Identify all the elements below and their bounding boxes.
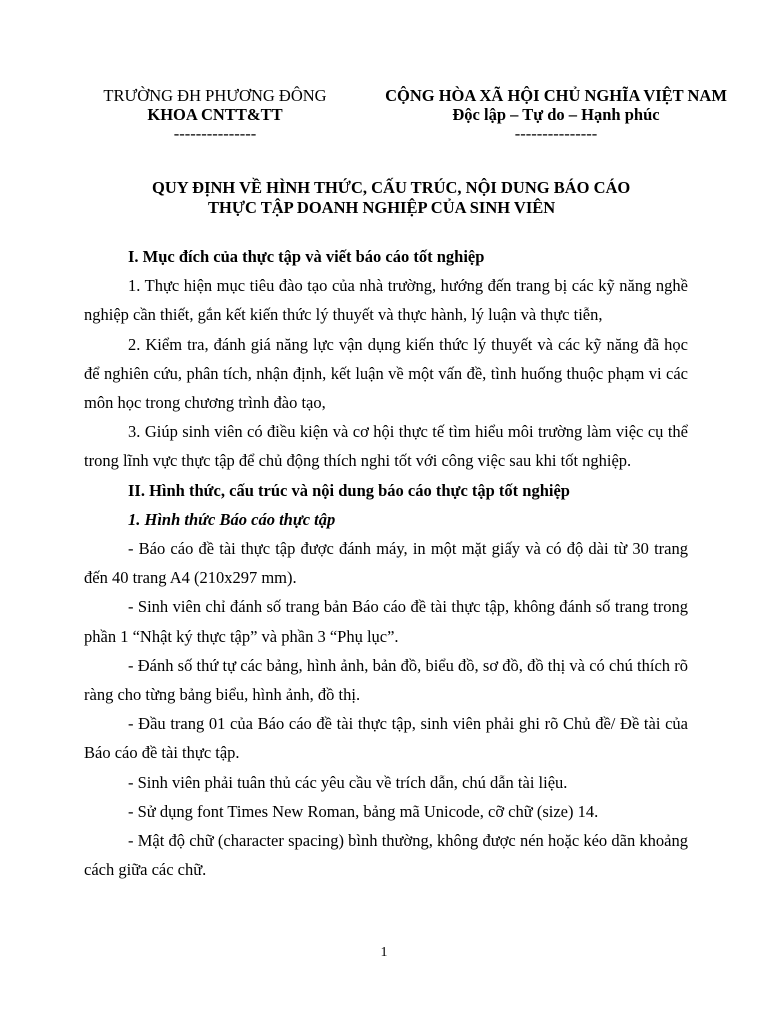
document-body: [84, 242, 688, 884]
section-1-item: 1. Thực hiện mục tiêu đào tạo của nhà trường, hướng đến trang bị các kỹ năng nghề nghiệp cần thiết, gắn kết kiến thức lý thuyết và thực hành, lý luận và thực tiễn,: [84, 276, 688, 325]
university-name: TRƯỜNG ĐH PHƯƠNG ĐÔNG: [103, 86, 327, 105]
document-title: [84, 178, 688, 218]
section-2-item: - Sinh viên phải tuân thủ các yêu cầu về trích dẫn, chú dẫn tài liệu.: [128, 772, 568, 792]
section-1-item: 2. Kiểm tra, đánh giá năng lực vận dụng kiến thức lý thuyết và các kỹ năng đã học để nghiên cứu, phân tích, nhận định, kết luận về một vấn đề, tình huống thuộc phạm vi các môn học trong chương trình đào tạo,: [84, 334, 688, 413]
section-2-item: - Sinh viên chỉ đánh số trang bản Báo cáo đề tài thực tập, không đánh số trang trong phần 1 “Nhật ký thực tập” và phần 3 “Phụ lục”.: [84, 597, 688, 646]
national-title: CỘNG HÒA XÃ HỘI CHỦ NGHĨA VIỆT NAM: [385, 86, 727, 105]
page-number: 1: [380, 945, 388, 960]
section-1-item: 3. Giúp sinh viên có điều kiện và cơ hội thực tế tìm hiểu môi trường làm việc cụ thể trong lĩnh vực thực tập để chủ động thích nghi tốt với công việc sau khi tốt nghiệp.: [84, 422, 688, 471]
section-2-item: - Đánh số thứ tự các bảng, hình ảnh, bản đồ, biểu đồ, sơ đồ, đồ thị và có chú thích rõ ràng cho từng bảng biểu, hình ảnh, đồ thị.: [84, 655, 688, 705]
section-2-item: - Sử dụng font Times New Roman, bảng mã Unicode, cỡ chữ (size) 14.: [128, 801, 599, 821]
institution-header: [84, 86, 346, 143]
section-2-item: - Báo cáo đề tài thực tập được đánh máy, in một mặt giấy và có độ dài từ 30 trang đến 40 trang A4 (210x297 mm).: [84, 539, 688, 588]
section-2-subheading: 1. Hình thức Báo cáo thực tập: [128, 509, 336, 529]
national-motto: Độc lập – Tự do – Hạnh phúc: [452, 105, 660, 124]
title-line-2: THỰC TẬP DOANH NGHIỆP CỦA SINH VIÊN: [208, 198, 556, 217]
section-2-item: - Đầu trang 01 của Báo cáo đề tài thực tập, sinh viên phải ghi rõ Chủ đề/ Đề tài của Báo cáo đề tài thực tập.: [84, 714, 688, 763]
right-separator: ---------------: [514, 124, 598, 143]
section-2-heading: II. Hình thức, cấu trúc và nội dung báo cáo thực tập tốt nghiệp: [128, 480, 570, 500]
left-separator: ---------------: [173, 124, 257, 143]
section-1-heading: I. Mục đích của thực tập và viết báo cáo tốt nghiệp: [128, 247, 485, 266]
faculty-name: KHOA CNTT&TT: [147, 105, 283, 124]
section-2-item: - Mật độ chữ (character spacing) bình thường, không được nén hoặc kéo dãn khoảng cách giữa các chữ.: [84, 831, 688, 880]
national-header: [360, 86, 752, 143]
title-line-1: QUY ĐỊNH VỀ HÌNH THỨC, CẤU TRÚC, NỘI DUNG BÁO CÁO: [152, 178, 631, 197]
